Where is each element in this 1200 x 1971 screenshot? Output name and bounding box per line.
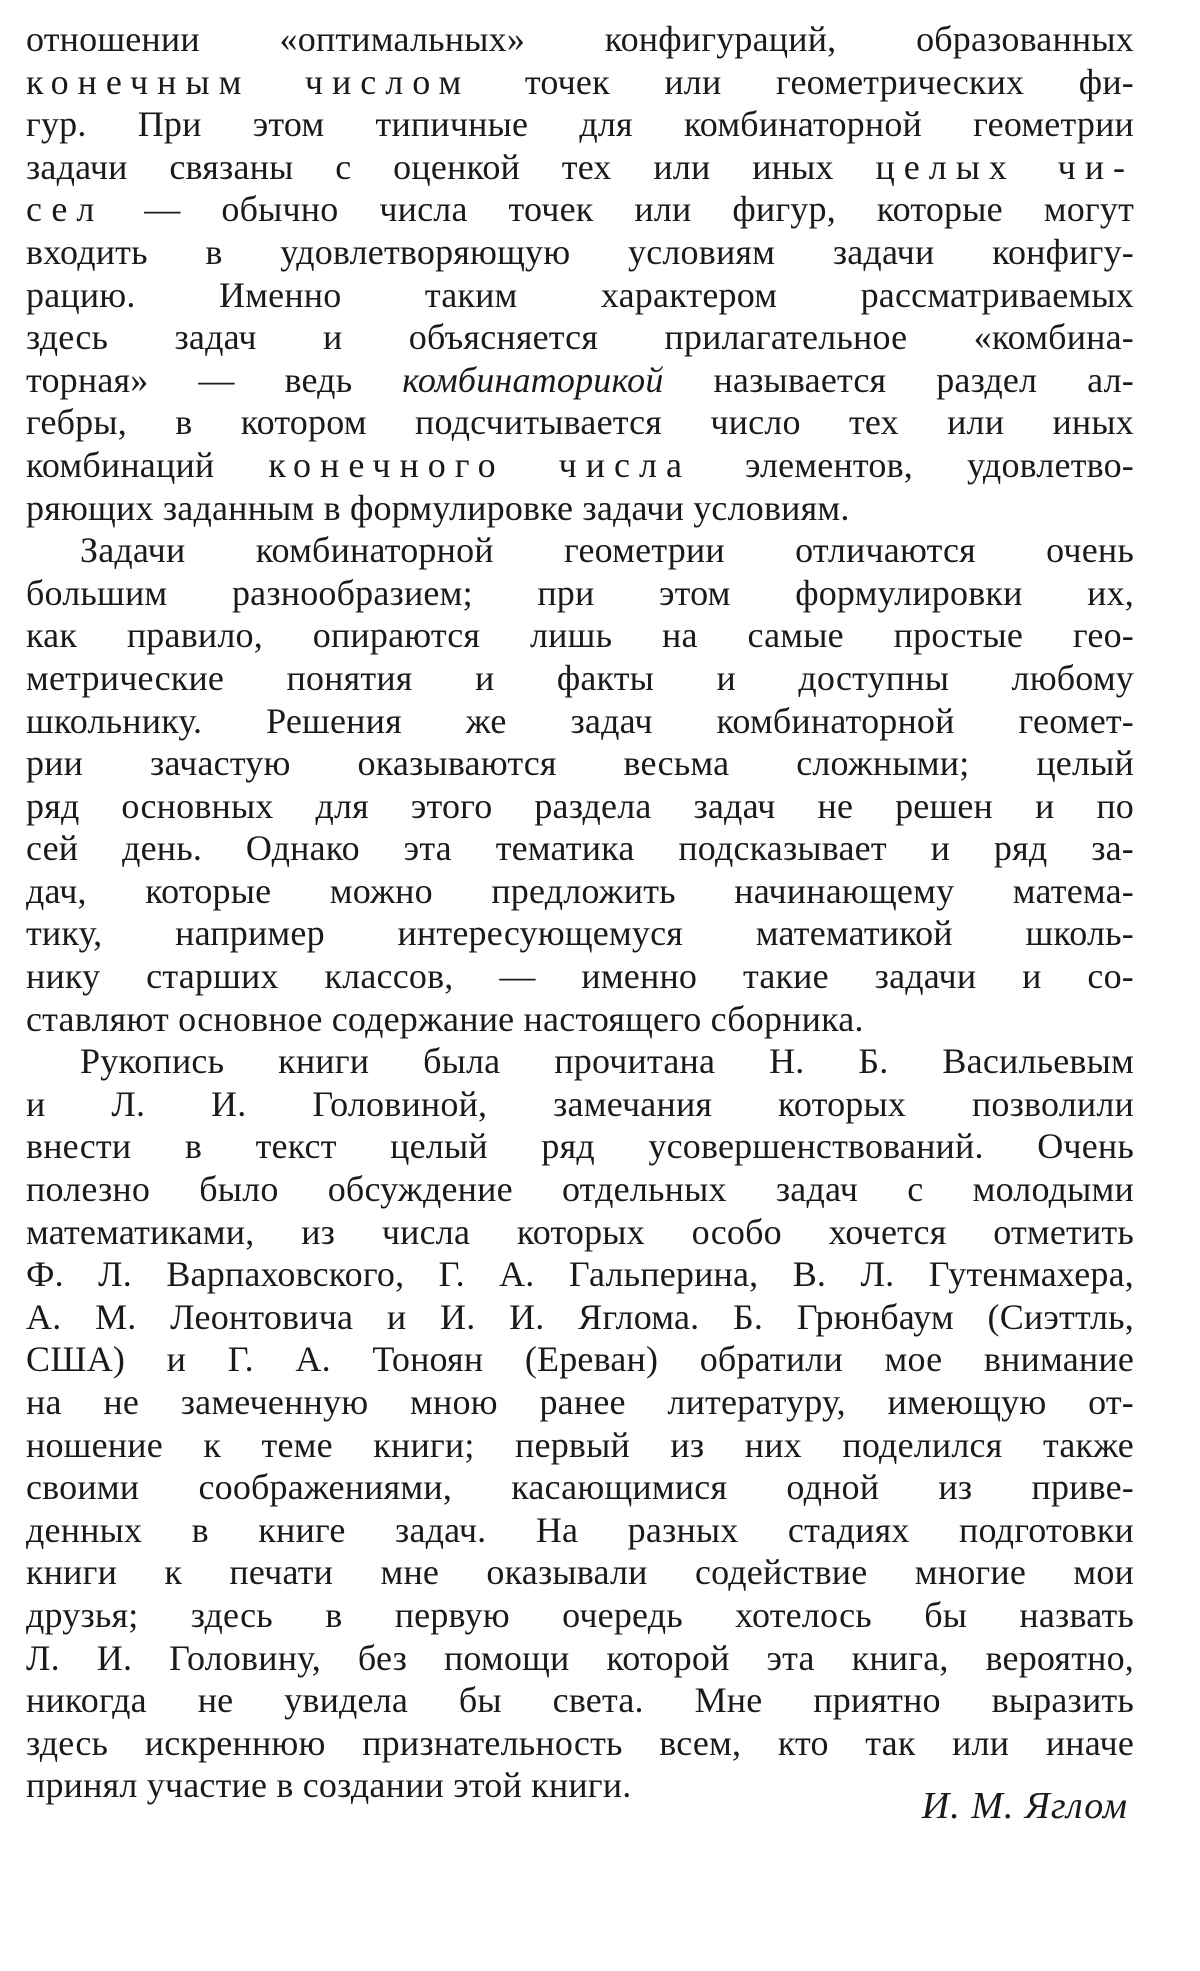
text-line: и Л. И. Головиной, замечания которых позволили <box>26 1083 1134 1124</box>
text-line: входить в удовлетворяющую условиям задачи конфигу- <box>26 231 1134 272</box>
text-line: сей день. Однако эта тематика подсказывает и ряд за- <box>26 828 1134 869</box>
text-line: Л. И. Головину, без помощи которой эта книга, вероятно, <box>26 1637 1134 1678</box>
text-line: ношение к теме книги; первый из них поделился также <box>26 1424 1134 1465</box>
text-line: отношении «оптимальных» конфигураций, образованных <box>26 19 1134 59</box>
text-line: ряд основных для этого раздела задач не решен и по <box>26 785 1134 826</box>
text-line: гур. При этом типичные для комбинаторной геометрии <box>26 104 1134 145</box>
text-line: математиками, из числа которых особо хочется отметить <box>26 1211 1134 1252</box>
text-line: книги к печати мне оказывали содействие многие мои <box>26 1552 1134 1593</box>
text-line: денных в книге задач. На разных стадиях подготовки <box>26 1509 1134 1550</box>
text-line: большим разнообразием; при этом формулировки их, <box>26 572 1134 613</box>
text-line: своими соображениями, касающимися одной из приве- <box>26 1467 1134 1508</box>
text-line: внести в текст целый ряд усовершенствований. Очень <box>26 1126 1134 1167</box>
text-line: торная» — ведь комбинаторикой называется раздел ал- <box>26 359 1134 400</box>
text-line: дач, которые можно предложить начинающему матема- <box>26 870 1134 911</box>
body-text <box>26 18 1134 1807</box>
text-line: здесь задач и объясняется прилагательное «комбина- <box>26 317 1134 358</box>
text-line: метрические понятия и факты и доступны любому <box>26 657 1134 698</box>
paragraph-first-line: Задачи комбинаторной геометрии отличаются очень <box>80 530 1134 571</box>
text-line: ряющих заданным в формулировке задачи условиям. <box>26 487 850 528</box>
text-line: гебры, в котором подсчитывается число тех или иных <box>26 402 1134 443</box>
text-line: рацию. Именно таким характером рассматриваемых <box>26 274 1134 315</box>
author-signature: И. М. Яглом <box>921 1785 1128 1827</box>
text-line: никогда не увидела бы света. Мне приятно выразить <box>26 1680 1134 1721</box>
text-line: ставляют основное содержание настоящего сборника. <box>26 998 864 1039</box>
text-line: сел — обычно числа точек или фигур, которые могут <box>26 189 1134 230</box>
text-line: полезно было обсуждение отдельных задач с молодыми <box>26 1169 1134 1210</box>
text-line: на не замеченную мною ранее литературу, имеющую от- <box>26 1382 1134 1422</box>
text-line: задачи связаны с оценкой тех или иных целых чи- <box>26 146 1135 187</box>
text-line: А. М. Леонтовича и И. И. Яглома. Б. Грюнбаум (Сиэттль, <box>26 1296 1134 1337</box>
paragraph-first-line: Рукопись книги была прочитана Н. Б. Васильевым <box>80 1041 1134 1082</box>
text-line: нику старших классов, — именно такие задачи и со- <box>26 956 1134 997</box>
text-line: комбинаций конечного числа элементов, удовлетво- <box>26 444 1134 485</box>
text-line: здесь искреннюю признательность всем, кто так или иначе <box>26 1722 1134 1763</box>
text-line: конечным числом точек или геометрических фи- <box>26 61 1134 102</box>
text-line: рии зачастую оказываются весьма сложными; целый <box>26 743 1134 784</box>
text-line: друзья; здесь в первую очередь хотелось бы назвать <box>26 1594 1134 1635</box>
text-line: Ф. Л. Варпаховского, Г. А. Гальперина, В. Л. Гутенмахера, <box>26 1254 1134 1295</box>
text-line: США) и Г. А. Тоноян (Ереван) обратили мое внимание <box>26 1339 1134 1380</box>
text-line: принял участие в создании этой книги. <box>26 1765 632 1806</box>
text-line: тику, например интересующемуся математикой школь- <box>26 913 1134 954</box>
text-line: школьнику. Решения же задач комбинаторной геомет- <box>26 700 1134 741</box>
text-line: как правило, опираются лишь на самые простые гео- <box>26 615 1134 656</box>
